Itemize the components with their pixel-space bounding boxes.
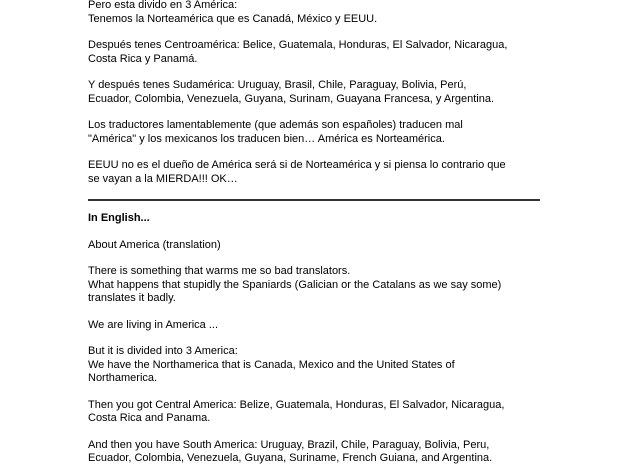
text-line: There is something that warms me so bad translators.: [88, 265, 351, 277]
english-heading: [88, 212, 548, 226]
text-line: We have the Northamerica that is Canada, Mexico and the United States of: [88, 358, 455, 371]
text-line: Pero esta divido en 3 América:: [88, 0, 238, 11]
text-line: But it is divided into 3 America:: [88, 345, 238, 357]
text-line: Y después tenes Sudamérica: Uruguay, Brasil, Chile, Paraguay, Bolivia, Perú,: [88, 79, 467, 91]
english-paragraph-6: [88, 439, 548, 466]
text-line: translates it badly.: [88, 292, 176, 304]
text-line: Después tenes Centroamérica: Belice, Guatemala, Honduras, El Salvador, Nicaragua,: [88, 39, 508, 51]
text-line: Costa Rica y Panamá.: [88, 52, 198, 65]
text-line: "América" y los mexicanos los traducen bien… América es Norteamérica.: [88, 132, 445, 145]
section-divider: [88, 199, 540, 201]
text-line: And then you have South America: Uruguay, Brazil, Chile, Paraguay, Bolivia, Peru,: [88, 438, 490, 451]
text-line: se vayan a la MIERDA!!! OK…: [88, 172, 238, 185]
text-line: Ecuador, Colombia, Venezuela, Guyana, Suriname, French Guiana, and Argentina.: [88, 452, 493, 464]
text-line: Northamerica.: [88, 372, 158, 384]
spanish-paragraph-4: [88, 119, 548, 146]
english-paragraph-3: [88, 319, 548, 333]
text-line: Los traductores lamentablemente (que además son españoles) traducen mal: [88, 119, 463, 131]
english-paragraph-1: [88, 239, 548, 253]
spanish-paragraph-5: [88, 159, 548, 186]
text-line: What happens that stupidly the Spaniards (Galician or the Catalans as we say some): [88, 278, 502, 291]
text-line: About America (translation): [88, 238, 221, 251]
text-line: Then you got Central America: Belize, Guatemala, Honduras, El Salvador, Nicaragua,: [88, 398, 505, 411]
text-line: EEUU no es el dueño de América será si de Norteamérica y si piensa lo contrario que: [88, 159, 506, 171]
heading-text: In English...: [88, 212, 150, 224]
text-line: Costa Rica and Panama.: [88, 412, 211, 424]
english-paragraph-4: [88, 345, 548, 386]
spanish-paragraph-1: [88, 0, 548, 26]
document-body: [88, 0, 548, 472]
text-line: Tenemos la Norteamérica que es Canadá, México y EEUU.: [88, 12, 378, 25]
text-line: Ecuador, Colombia, Venezuela, Guyana, Surinam, Guayana Francesa, y Argentina.: [88, 92, 495, 105]
text-line: We are living in America ...: [88, 318, 219, 331]
spanish-paragraph-2: [88, 39, 548, 66]
spanish-paragraph-3: [88, 79, 548, 106]
english-paragraph-2: [88, 265, 548, 306]
english-paragraph-5: [88, 399, 548, 426]
